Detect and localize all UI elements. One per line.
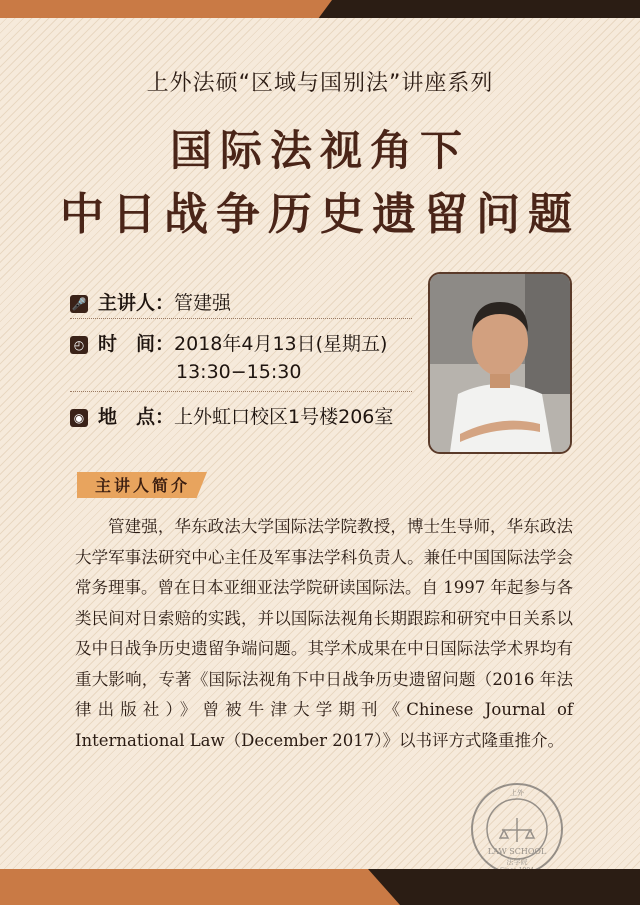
microphone-icon: 🎤 xyxy=(71,296,87,311)
place-value: 上外虹口校区1号楼206室 xyxy=(174,406,394,428)
speaker-photo xyxy=(428,272,572,454)
time-label: 时 间： xyxy=(98,333,175,355)
divider xyxy=(70,318,412,319)
location-pin-icon: ◉ xyxy=(70,409,88,427)
speaker-row xyxy=(70,288,231,315)
time-range: 13:30−15:30 xyxy=(176,361,302,383)
top-orange-bar xyxy=(0,0,332,18)
bottom-orange-bar xyxy=(0,869,400,905)
divider xyxy=(70,391,412,392)
main-title-line-2: 中日战争历史遗留问题 xyxy=(60,189,580,240)
main-title-line-1: 国际法视角下 xyxy=(169,126,470,175)
time-date: 2018年4月13日(星期五) xyxy=(174,333,388,355)
place-row xyxy=(70,402,393,429)
speaker-label: 主讲人： xyxy=(98,292,175,314)
speaker-bio: 管建强，华东政法大学国际法学院教授，博士生导师，华东政法大学军事法研究中心主任及军事法学科负责人。兼任中国国际法学会常务理事。曾在日本亚细亚法学院研读国际法。自 1997 年起参与各类民间对日索赔的实践，并以国际法视角长期跟踪和研究中日关系以及中日战争历史遗留争端问题。其学术成果在中日国际法学术界均有重大影响，专著《国际法视角下中日战争历史遗留问题（2016 年法律出版社）》曾被牛津大学期刊《Chinese Journal of International Law（December 2017）》以书评方式隆重推介。 xyxy=(75,517,573,750)
law-school-seal xyxy=(470,782,564,876)
bio-heading: 主讲人简介 xyxy=(95,476,191,495)
seal-name: 法学院 xyxy=(506,858,528,866)
time-row xyxy=(70,329,387,356)
speaker-name: 管建强 xyxy=(174,292,232,314)
seal-top-text: 上外 xyxy=(510,789,524,797)
lecture-series-title: 上外法硕“区域与国别法”讲座系列 xyxy=(146,71,494,96)
clock-icon: ◴ xyxy=(70,336,88,354)
place-label: 地 点： xyxy=(98,406,175,428)
seal-school-text: LAW SCHOOL xyxy=(487,847,547,856)
